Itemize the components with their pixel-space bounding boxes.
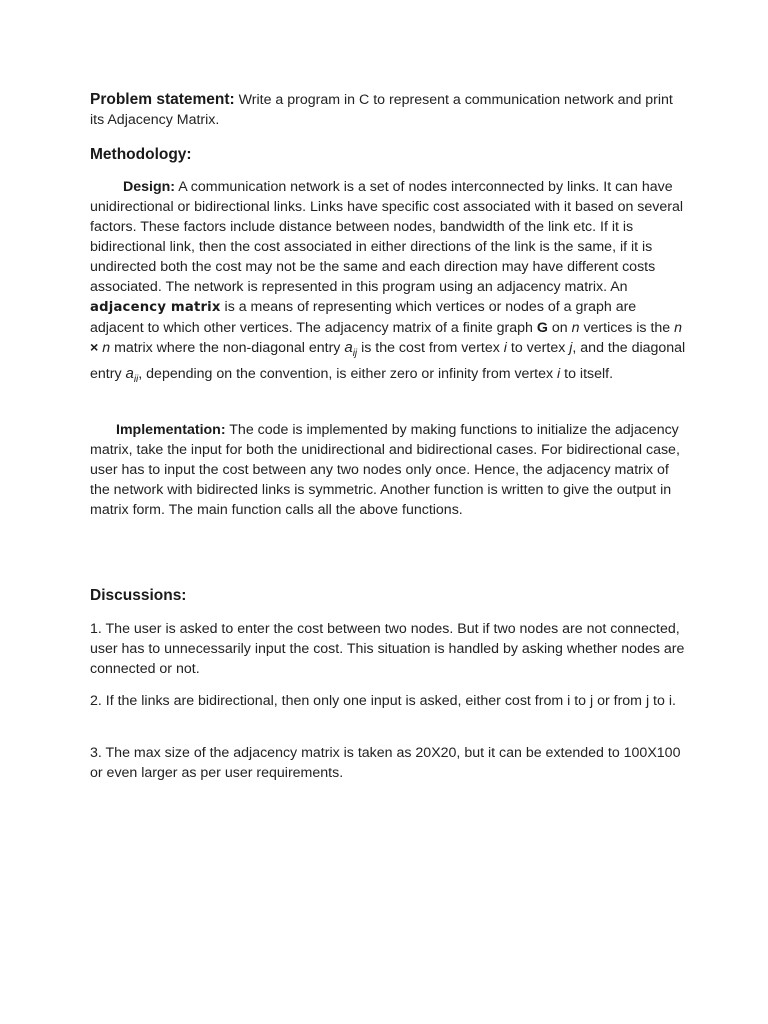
design-paragraph: Design: A communication network is a set of nodes interconnected by links. It can have unidirectional or bidirectional links. Links have specific cost associated with it based on several factors. These factors include distance between nodes, bandwidth of the link etc. If it is bidirectional link, then the cost associated in either directions of the link is the same, if it is undirected both the cost may not be the same and each direction may have different costs associated. The network is represented in this program using an adjacency matrix. An adjacency matrix is a means of representing which vertices or nodes of a graph are adjacent to which other vertices. The adjacency matrix of a finite graph G on n vertices is the n × n matrix where the non-diagonal entry $a_{ij}$ is the cost from vertex i to vertex j, and the diagonal entry $a_{ii}$, depending on the convention, is either zero or infinity from vertex i to itself. [90,179,686,385]
discussion-item-2: 2. If the links are bidirectional, then only one input is asked, either cost from i to j or from j to i. [90,693,676,709]
design-label: Design: [123,179,176,195]
methodology-heading: Methodology: [90,146,192,163]
problem-statement-text: Write a program in C to represent a communication network and print its Adjacency Matrix. [90,92,673,128]
implementation-label: Implementation: [116,422,226,438]
discussion-item-1: 1. The user is asked to enter the cost between two nodes. But if two nodes are not connected, user has to unnecessarily input the cost. This situation is handled by asking whether nodes are connected or not. [90,621,685,677]
implementation-paragraph: Implementation: The code is implemented by making functions to initialize the adjacency matrix, take the input for both the unidirectional and bidirectional cases. For bidirectional case, user has to input the cost between any two nodes only once. Hence, the adjacency matrix of the network with bidirected links is symmetric. Another function is written to give the output in matrix form. The main function calls all the above functions. [90,422,680,518]
graph-symbol: G [536,320,548,336]
adjacency-matrix-term: adjacency matrix [90,300,221,315]
discussion-item-3: 3. The max size of the adjacency matrix is taken as 20X20, but it can be extended to 100X100 or even larger as per user requirements. [90,745,681,781]
problem-statement [90,90,690,130]
entry-aii: $a_{ii}$ [125,365,139,385]
problem-statement-label: Problem statement: [90,91,235,108]
discussions-heading: Discussions: [90,587,187,604]
entry-aij: $a_{ij}$ [344,339,358,359]
